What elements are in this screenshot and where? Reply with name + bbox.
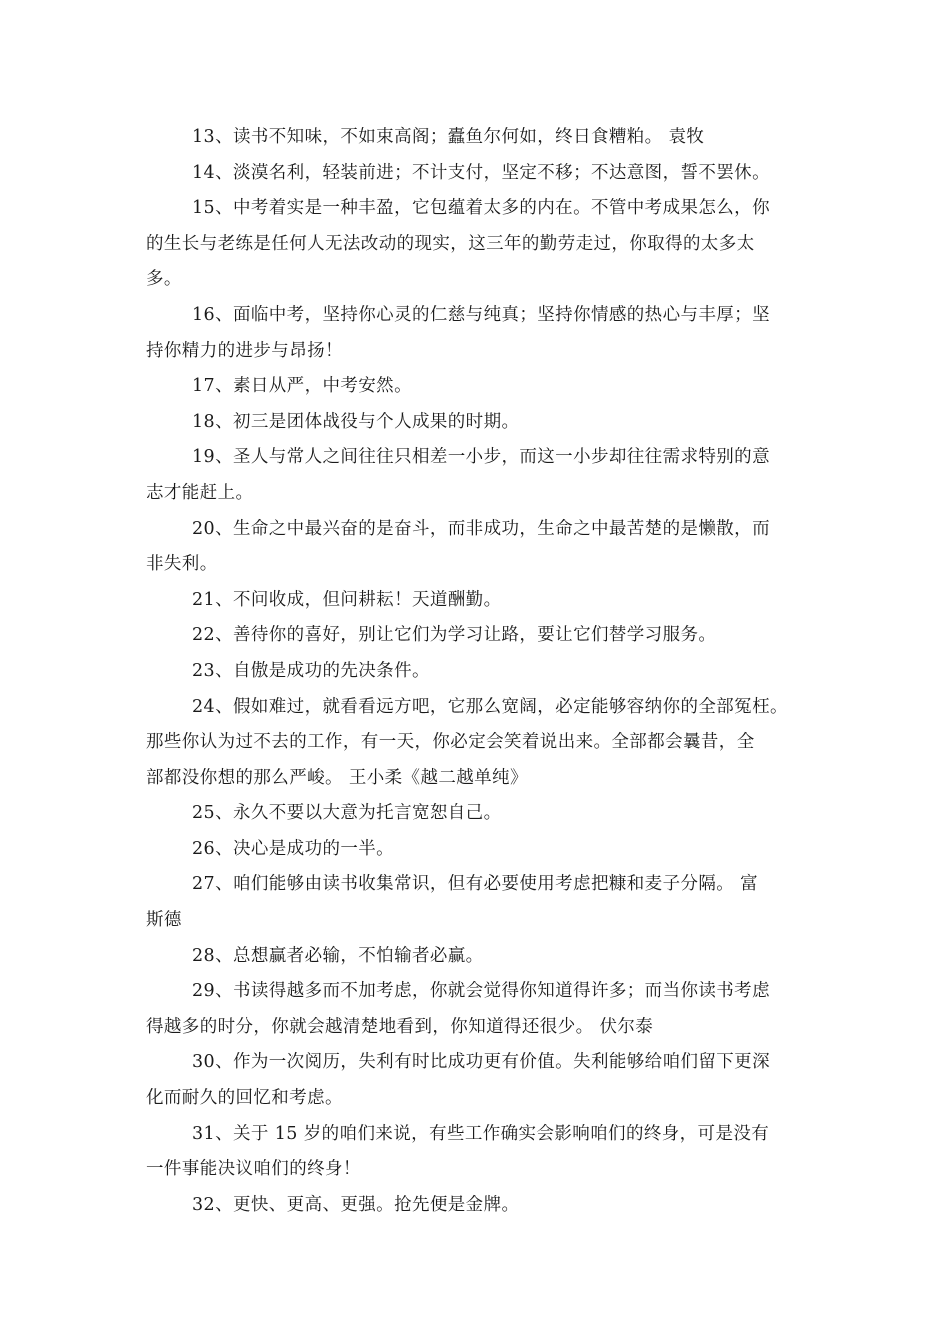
- quote-paragraph: [146, 939, 810, 975]
- paragraph-continuation-line: 非失利。: [146, 554, 218, 575]
- paragraph-first-line: 20、生命之中最兴奋的是奋斗，而非成功，生命之中最苦楚的是懒散，而: [192, 518, 770, 539]
- paragraph-first-line: 22、善待你的喜好，别让它们为学习让路，要让它们替学习服务。: [192, 625, 717, 646]
- quote-paragraph: [146, 512, 810, 583]
- paragraph-first-line: 24、假如难过，就看看远方吧，它那么宽阔，必定能够容纳你的全部冤枉。: [192, 696, 788, 717]
- paragraph-first-line: 17、素日从严，中考安然。: [192, 376, 412, 397]
- quote-paragraph: [146, 298, 810, 369]
- quote-paragraph: [146, 440, 810, 511]
- quote-paragraph: [146, 191, 810, 298]
- paragraph-continuation-line: 化而耐久的回忆和考虑。: [146, 1088, 343, 1109]
- quote-paragraph: [146, 583, 810, 619]
- quote-paragraph: [146, 690, 810, 797]
- paragraph-first-line: 13、读书不知味，不如束高阁；蠹鱼尔何如，终日食糟粕。 袁牧: [192, 127, 705, 147]
- quote-paragraph: [146, 974, 810, 1045]
- paragraph-first-line: 29、书读得越多而不加考虑，你就会觉得你知道得许多；而当你读书考虑: [192, 981, 770, 1002]
- paragraph-continuation-line: 多。: [146, 269, 182, 290]
- paragraph-continuation-line: 的生长与老练是任何人无法改动的现实，这三年的勤劳走过，你取得的太多太: [146, 233, 755, 254]
- quote-paragraph: [146, 405, 810, 441]
- quote-paragraph: [146, 1117, 810, 1188]
- paragraph-first-line: 31、关于 15 岁的咱们来说，有些工作确实会影响咱们的终身，可是没有: [192, 1123, 770, 1144]
- paragraph-first-line: 19、圣人与常人之间往往只相差一小步，而这一小步却往往需求特别的意: [192, 447, 770, 468]
- paragraph-continuation-line: 一件事能决议咱们的终身！: [146, 1159, 361, 1180]
- paragraph-first-line: 30、作为一次阅历，失利有时比成功更有价值。失利能够给咱们留下更深: [192, 1052, 770, 1073]
- quote-paragraph: [146, 796, 810, 832]
- paragraph-continuation-line: 得越多的时分，你就会越清楚地看到，你知道得还很少。 伏尔泰: [146, 1016, 654, 1037]
- paragraph-continuation-line: 持你精力的进步与昂扬！: [146, 340, 343, 361]
- paragraph-continuation-line: 斯德: [146, 910, 182, 931]
- paragraph-first-line: 16、面临中考，坚持你心灵的仁慈与纯真；坚持你情感的热心与丰厚；坚: [192, 304, 770, 325]
- paragraph-first-line: 25、永久不要以大意为托言宽恕自己。: [192, 803, 502, 824]
- paragraph-continuation-line: 部都没你想的那么严峻。 王小柔《越二越单纯》: [146, 767, 528, 788]
- quote-paragraph: [146, 867, 810, 938]
- quote-paragraph: [146, 654, 810, 690]
- paragraph-first-line: 28、总想赢者必输，不怕输者必赢。: [192, 945, 484, 966]
- quote-paragraph: [146, 1045, 810, 1116]
- quote-paragraph: [146, 1188, 810, 1224]
- paragraph-continuation-line: 志才能赶上。: [146, 482, 254, 503]
- paragraph-first-line: 15、中考着实是一种丰盈，它包蕴着太多的内在。不管中考成果怎么，你: [192, 198, 770, 219]
- paragraph-first-line: 26、决心是成功的一半。: [192, 838, 395, 859]
- quote-paragraph: [146, 369, 810, 405]
- paragraph-first-line: 23、自傲是成功的先决条件。: [192, 660, 430, 681]
- paragraph-first-line: 18、初三是团体战役与个人成果的时期。: [192, 411, 520, 432]
- quote-paragraph: [146, 156, 810, 192]
- quote-paragraph: [146, 832, 810, 868]
- quote-paragraph: [146, 618, 810, 654]
- paragraph-first-line: 14、淡漠名利，轻装前进；不计支付，坚定不移；不达意图，誓不罢休。: [192, 162, 770, 183]
- paragraph-first-line: 27、咱们能够由读书收集常识，但有必要使用考虑把糠和麦子分隔。 富: [192, 874, 759, 895]
- paragraph-continuation-line: 那些你认为过不去的工作，有一天，你必定会笑着说出来。全部都会曩昔，全: [146, 732, 755, 753]
- quote-paragraph: [146, 120, 810, 156]
- paragraph-first-line: 32、更快、更高、更强。抢先便是金牌。: [192, 1194, 520, 1215]
- paragraph-first-line: 21、不问收成，但问耕耘！天道酬勤。: [192, 589, 502, 610]
- document-body: [146, 120, 810, 1223]
